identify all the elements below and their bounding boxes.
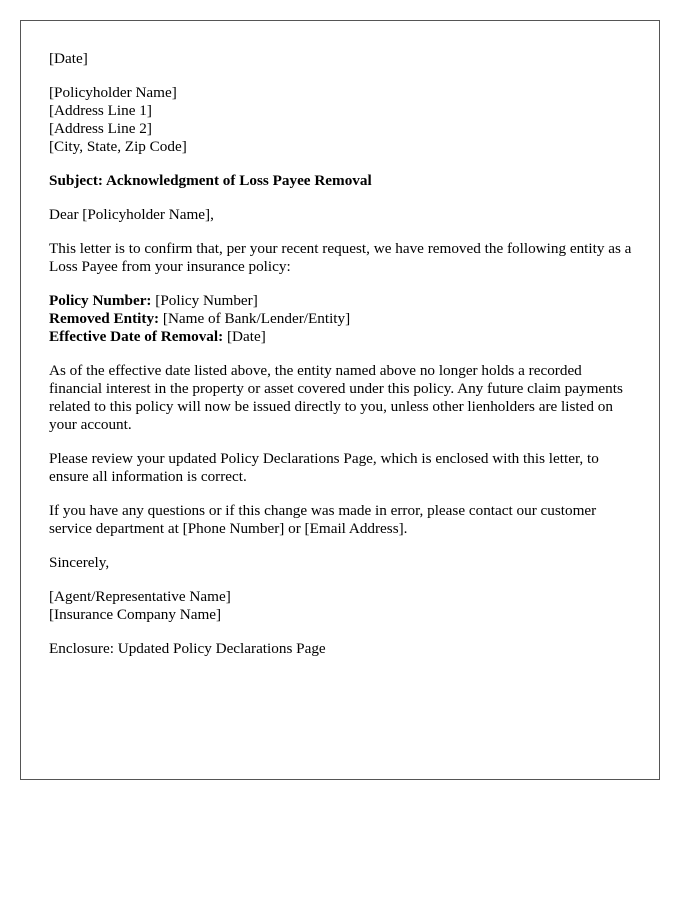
letter-subject: Subject: Acknowledgment of Loss Payee Removal (49, 172, 372, 189)
recipient-address-line-2: [Address Line 2] (49, 120, 152, 137)
letter-enclosure: Enclosure: Updated Policy Declarations Page (49, 640, 326, 657)
recipient-address-block (49, 84, 637, 156)
body-paragraph-review: Please review your updated Policy Declarations Page, which is enclosed with this letter, to ensure all information is correct. (49, 450, 599, 485)
letter-salutation: Dear [Policyholder Name], (49, 206, 214, 223)
letter-intro-paragraph: This letter is to confirm that, per your recent request, we have removed the following entity as a Loss Payee from your insurance policy: (49, 240, 632, 275)
recipient-name: [Policyholder Name] (49, 84, 177, 101)
letter-closing: Sincerely, (49, 554, 110, 571)
body-paragraph-contact: If you have any questions or if this change was made in error, please contact our customer service department at [Phone Number] or [Email Address]. (49, 502, 597, 537)
letter-page (20, 20, 660, 780)
body-paragraph-effect: As of the effective date listed above, the entity named above no longer holds a recorded financial interest in the property or asset covered under this policy. Any future claim payments related to this policy will now be issued directly to you, unless other lienholders are listed on your account. (49, 362, 623, 433)
effective-date-label: Effective Date of Removal: (49, 328, 224, 345)
policy-number-label: Policy Number: (49, 292, 152, 309)
removed-entity-label: Removed Entity: (49, 310, 160, 327)
policy-number-line (49, 292, 637, 310)
recipient-city-state-zip: [City, State, Zip Code] (49, 138, 187, 155)
signature-agent-name: [Agent/Representative Name] (49, 588, 231, 605)
signature-block (49, 588, 637, 624)
letter-content (49, 50, 637, 674)
removed-entity-line (49, 310, 637, 328)
effective-date-value: [Date] (223, 328, 266, 345)
letter-date: [Date] (49, 50, 88, 67)
policy-details-block (49, 292, 637, 346)
signature-company-name: [Insurance Company Name] (49, 606, 222, 623)
policy-number-value: [Policy Number] (151, 292, 258, 309)
effective-date-line (49, 328, 637, 346)
recipient-address-line-1: [Address Line 1] (49, 102, 152, 119)
removed-entity-value: [Name of Bank/Lender/Entity] (159, 310, 351, 327)
